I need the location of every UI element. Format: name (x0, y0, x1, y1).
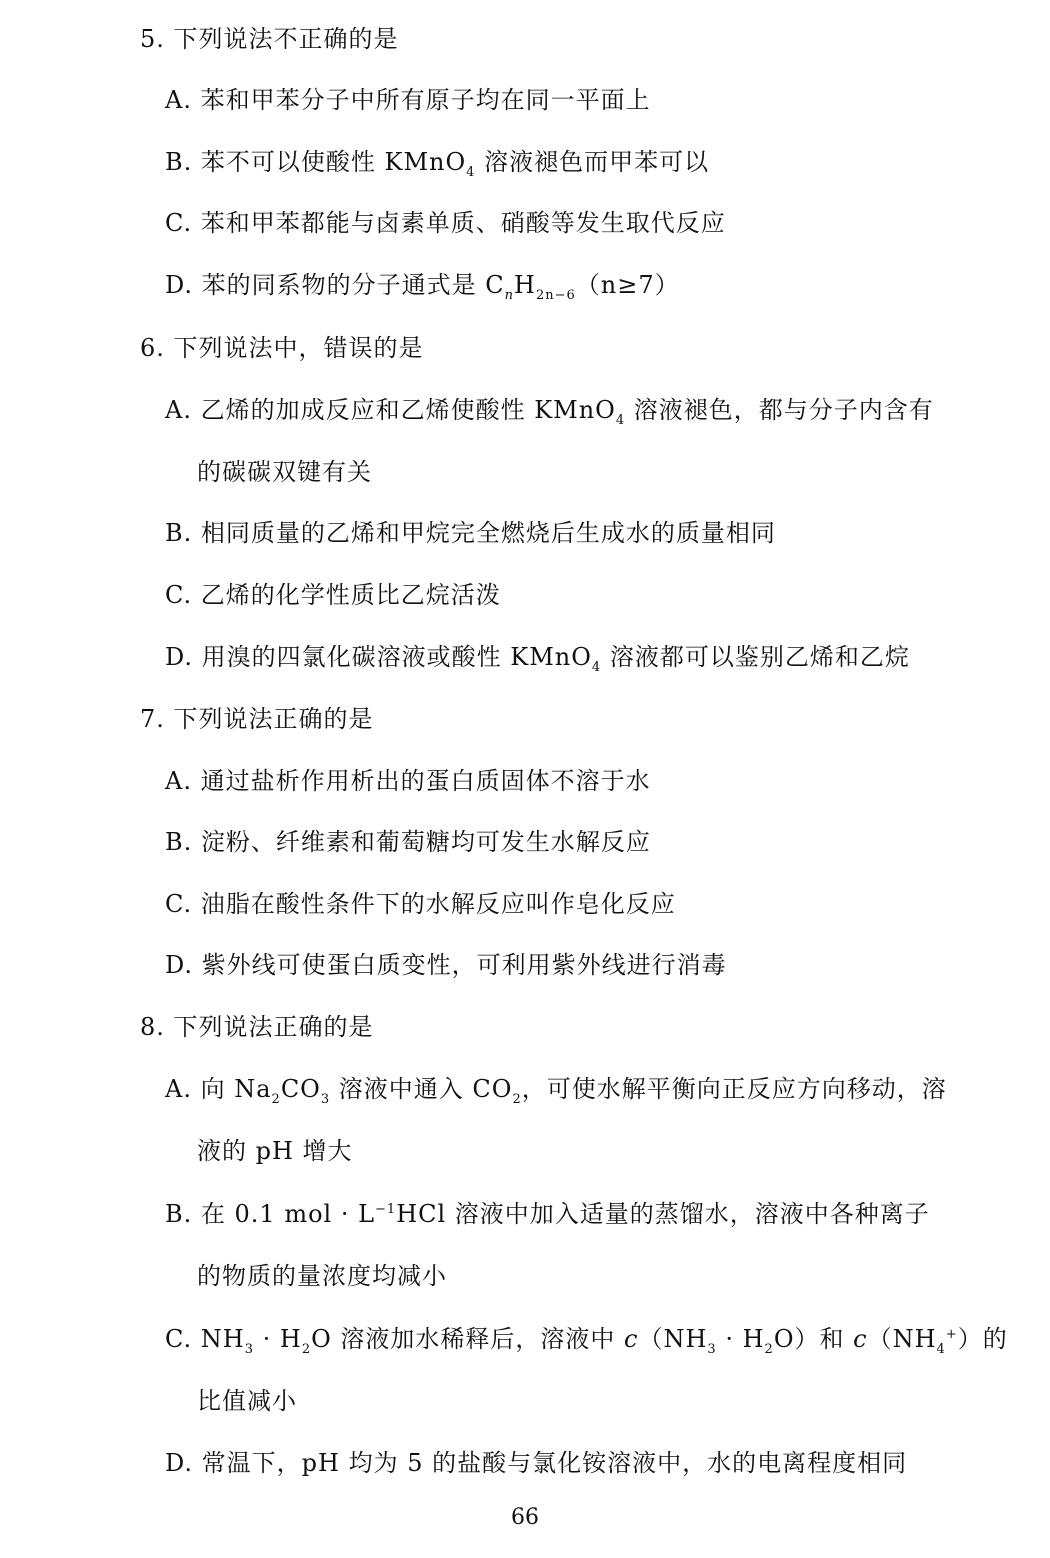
question-8-stem: 8. 下列说法正确的是 (140, 1013, 374, 1041)
question-8-option-a-continuation: 液的 pH 增大 (197, 1137, 353, 1165)
question-6-option-a: A. 乙烯的加成反应和乙烯使酸性 KMnO$_4$ 溶液褪色，都与分子内含有 (165, 396, 934, 428)
question-8-option-b: B. 在 0.1 mol · $L^{-1}HCl$ 溶液中加入适量的蒸馏水，溶液中各种离子 (165, 1200, 930, 1228)
question-7-option-a: A. 通过盐析作用析出的蛋白质固体不溶于水 (165, 767, 651, 795)
question-5-stem: 5. 下列说法不正确的是 (140, 25, 399, 53)
question-7-option-b: B. 淀粉、纤维素和葡萄糖均可发生水解反应 (165, 828, 651, 856)
question-8-option-d: D. 常温下，pH 均为 5 的盐酸与氯化铵溶液中，水的电离程度相同 (165, 1449, 908, 1477)
question-7-option-c: C. 油脂在酸性条件下的水解反应叫作皂化反应 (165, 890, 676, 918)
question-7-option-d: D. 紫外线可使蛋白质变性，可利用紫外线进行消毒 (165, 951, 727, 979)
question-8-option-b-continuation: 的物质的量浓度均减小 (197, 1262, 447, 1290)
question-6-stem: 6. 下列说法中，错误的是 (140, 334, 424, 362)
question-5-option-a: A. 苯和甲苯分子中所有原子均在同一平面上 (165, 86, 651, 114)
question-5-option-b: B. 苯不可以使酸性 KMnO$_4$ 溶液褪色而甲苯可以 (165, 148, 710, 180)
question-7-stem: 7. 下列说法正确的是 (140, 705, 374, 733)
question-6-option-a-continuation: 的碳碳双键有关 (197, 458, 372, 486)
question-5-option-d: D. 苯的同系物的分子通式是 $C_nH_{2n-6}(n\ge 7)$ (165, 271, 680, 303)
question-6-option-d: D. 用溴的四氯化碳溶液或酸性 KMnO$_4$ 溶液都可以鉴别乙烯和乙烷 (165, 643, 910, 675)
page-number: 66 (511, 1505, 539, 1530)
question-8-option-a: A. 向 $Na_2CO_3$ 溶液中通入 $CO_2$，可使水解平衡向正反应方向移动，溶 (165, 1075, 947, 1107)
question-6-option-b: B. 相同质量的乙烯和甲烷完全燃烧后生成水的质量相同 (165, 519, 776, 547)
question-8-option-c: C. $NH_3 \cdot H_2O$ 溶液加水稀释后，溶液中 $c(NH_3 \cdot H_2O)$和 $c(NH_4^+)$的 (165, 1325, 1008, 1357)
question-6-option-c: C. 乙烯的化学性质比乙烷活泼 (165, 581, 501, 609)
question-8-option-c-continuation: 比值减小 (197, 1387, 297, 1415)
question-5-option-c: C. 苯和甲苯都能与卤素单质、硝酸等发生取代反应 (165, 209, 726, 237)
